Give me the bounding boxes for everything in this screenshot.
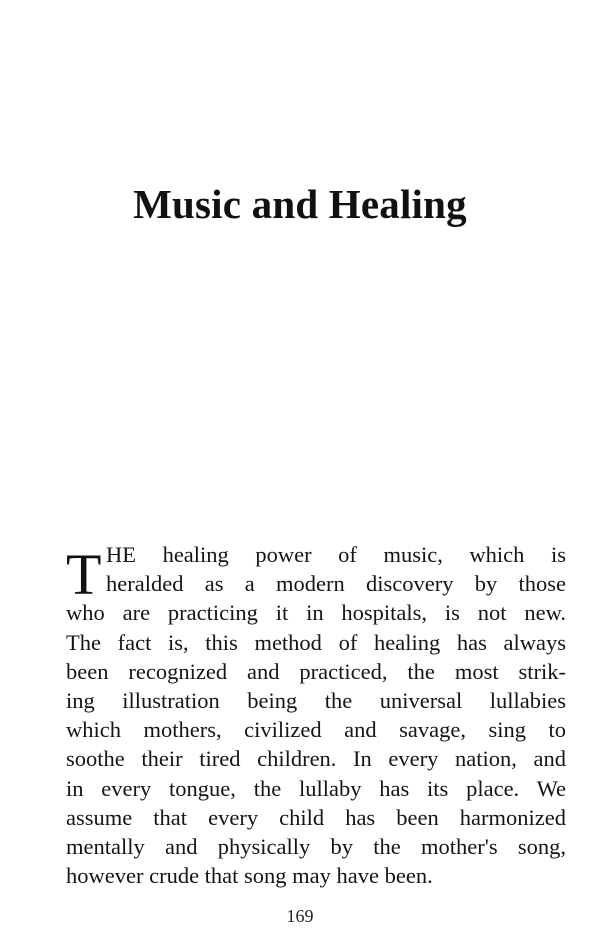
chapter-title: Music and Healing xyxy=(133,181,467,227)
page-number: 169 xyxy=(286,906,314,926)
text-line: in every tongue, the lullaby has its place. We xyxy=(66,775,566,801)
drop-cap: T xyxy=(66,542,102,607)
text-line: assume that every child has been harmonized xyxy=(66,804,566,830)
text-line: The fact is, this method of healing has always xyxy=(66,629,566,655)
text-line: who are practicing it in hospitals, is not new. xyxy=(66,600,566,626)
body-paragraph xyxy=(66,540,566,890)
text-line: ing illustration being the universal lullabies xyxy=(66,687,566,713)
text-line: however crude that song may have been. xyxy=(66,863,433,889)
text-line: soothe their tired children. In every nation, and xyxy=(66,746,566,772)
text-line: heralded as a modern discovery by those xyxy=(106,571,566,597)
text-line: HE healing power of music, which is xyxy=(106,542,566,567)
text-line: mentally and physically by the mother's song, xyxy=(66,833,566,859)
text-line: which mothers, civilized and savage, sing to xyxy=(66,717,566,743)
text-line: been recognized and practiced, the most strik- xyxy=(66,658,566,684)
